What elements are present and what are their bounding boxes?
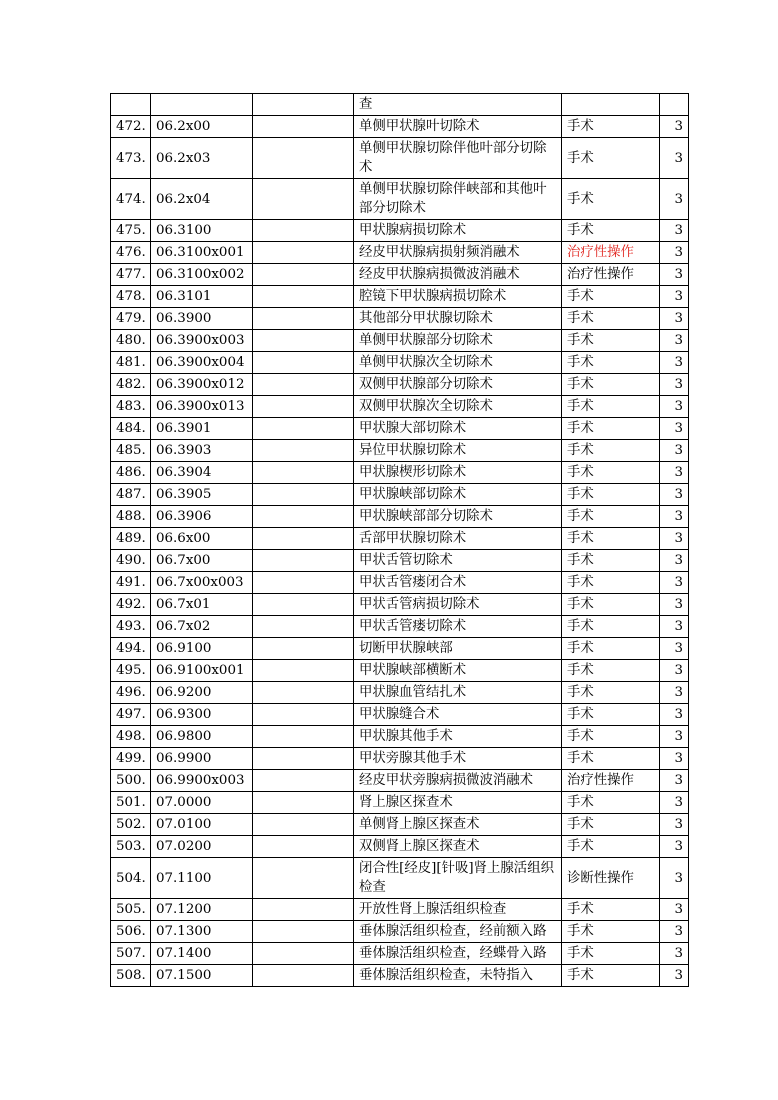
cell-grade: 3 xyxy=(660,704,689,726)
cell-grade: 3 xyxy=(660,418,689,440)
cell-code: 06.7x00 xyxy=(151,550,253,572)
cell-code: 06.3100x001 xyxy=(151,242,253,264)
cell-grade: 3 xyxy=(660,484,689,506)
cell-type: 手术 xyxy=(562,594,660,616)
cell-extra xyxy=(253,94,354,116)
cell-name: 垂体腺活组织检查，经前额入路 xyxy=(354,921,562,943)
cell-name: 单侧甲状腺切除伴他叶部分切除术 xyxy=(354,138,562,179)
table-row xyxy=(111,594,689,616)
cell-grade: 3 xyxy=(660,814,689,836)
cell-type: 手术 xyxy=(562,899,660,921)
cell-index: 480. xyxy=(111,330,151,352)
table-row xyxy=(111,726,689,748)
cell-extra xyxy=(253,462,354,484)
cell-code: 06.3100 xyxy=(151,220,253,242)
cell-code: 06.9300 xyxy=(151,704,253,726)
cell-extra xyxy=(253,506,354,528)
cell-name: 甲状腺血管结扎术 xyxy=(354,682,562,704)
cell-type: 手术 xyxy=(562,462,660,484)
cell-code: 06.9100 xyxy=(151,638,253,660)
cell-extra xyxy=(253,264,354,286)
cell-code: 06.7x00x003 xyxy=(151,572,253,594)
cell-type: 手术 xyxy=(562,330,660,352)
cell-index: 497. xyxy=(111,704,151,726)
cell-type: 手术 xyxy=(562,308,660,330)
cell-name: 闭合性[经皮][针吸]肾上腺活组织检查 xyxy=(354,858,562,899)
cell-type: 手术 xyxy=(562,138,660,179)
cell-type: 手术 xyxy=(562,396,660,418)
table-row-continuation xyxy=(111,94,689,116)
cell-grade: 3 xyxy=(660,396,689,418)
cell-code: 07.0100 xyxy=(151,814,253,836)
cell-type: 治疗性操作 xyxy=(562,242,660,264)
cell-type: 手术 xyxy=(562,220,660,242)
cell-type: 治疗性操作 xyxy=(562,770,660,792)
cell-extra xyxy=(253,638,354,660)
cell-grade: 3 xyxy=(660,374,689,396)
cell-index: 485. xyxy=(111,440,151,462)
cell-grade: 3 xyxy=(660,116,689,138)
procedure-table-body xyxy=(111,94,689,987)
cell-grade: 3 xyxy=(660,899,689,921)
cell-name: 其他部分甲状腺切除术 xyxy=(354,308,562,330)
cell-name: 肾上腺区探查术 xyxy=(354,792,562,814)
table-row xyxy=(111,220,689,242)
cell-type: 手术 xyxy=(562,616,660,638)
cell-index: 508. xyxy=(111,965,151,987)
table-row xyxy=(111,116,689,138)
cell-index: 489. xyxy=(111,528,151,550)
cell-grade: 3 xyxy=(660,242,689,264)
cell-extra xyxy=(253,396,354,418)
cell-index: 486. xyxy=(111,462,151,484)
cell-extra xyxy=(253,660,354,682)
cell-code: 06.3900x012 xyxy=(151,374,253,396)
cell-type: 诊断性操作 xyxy=(562,858,660,899)
cell-code: 06.3101 xyxy=(151,286,253,308)
table-row xyxy=(111,836,689,858)
cell-type: 手术 xyxy=(562,352,660,374)
cell-index: 479. xyxy=(111,308,151,330)
table-row xyxy=(111,770,689,792)
cell-grade: 3 xyxy=(660,792,689,814)
cell-extra xyxy=(253,179,354,220)
cell-name: 甲状舌管病损切除术 xyxy=(354,594,562,616)
table-row xyxy=(111,550,689,572)
cell-index: 472. xyxy=(111,116,151,138)
cell-name: 经皮甲状腺病损射频消融术 xyxy=(354,242,562,264)
cell-code: 06.3900 xyxy=(151,308,253,330)
cell-code: 06.2x03 xyxy=(151,138,253,179)
cell-code: 06.7x01 xyxy=(151,594,253,616)
cell-extra xyxy=(253,943,354,965)
cell-type: 手术 xyxy=(562,440,660,462)
cell-grade: 3 xyxy=(660,179,689,220)
cell-code: 06.3100x002 xyxy=(151,264,253,286)
table-row xyxy=(111,352,689,374)
table-row xyxy=(111,440,689,462)
cell-index: 493. xyxy=(111,616,151,638)
cell-code: 06.9800 xyxy=(151,726,253,748)
cell-code: 07.1300 xyxy=(151,921,253,943)
cell-index: 477. xyxy=(111,264,151,286)
cell-extra xyxy=(253,836,354,858)
cell-index: 500. xyxy=(111,770,151,792)
cell-code: 06.3901 xyxy=(151,418,253,440)
cell-name: 甲状腺病损切除术 xyxy=(354,220,562,242)
cell-code: 06.3905 xyxy=(151,484,253,506)
table-row xyxy=(111,396,689,418)
cell-type: 手术 xyxy=(562,814,660,836)
cell-code: 07.0000 xyxy=(151,792,253,814)
cell-code: 06.2x04 xyxy=(151,179,253,220)
cell-grade: 3 xyxy=(660,572,689,594)
cell-code: 06.2x00 xyxy=(151,116,253,138)
cell-index: 496. xyxy=(111,682,151,704)
cell-name: 单侧甲状腺切除伴峡部和其他叶部分切除术 xyxy=(354,179,562,220)
cell-type xyxy=(562,94,660,116)
cell-type: 治疗性操作 xyxy=(562,264,660,286)
cell-index: 505. xyxy=(111,899,151,921)
cell-extra xyxy=(253,748,354,770)
cell-grade: 3 xyxy=(660,748,689,770)
table-row xyxy=(111,572,689,594)
table-row xyxy=(111,264,689,286)
cell-type: 手术 xyxy=(562,418,660,440)
cell-index: 482. xyxy=(111,374,151,396)
cell-type: 手术 xyxy=(562,638,660,660)
cell-name: 经皮甲状腺病损微波消融术 xyxy=(354,264,562,286)
cell-type: 手术 xyxy=(562,682,660,704)
table-row xyxy=(111,418,689,440)
cell-grade: 3 xyxy=(660,638,689,660)
cell-grade: 3 xyxy=(660,286,689,308)
cell-extra xyxy=(253,242,354,264)
cell-extra xyxy=(253,921,354,943)
cell-index: 501. xyxy=(111,792,151,814)
cell-extra xyxy=(253,858,354,899)
cell-name: 甲状腺峡部切除术 xyxy=(354,484,562,506)
table-row xyxy=(111,528,689,550)
cell-index: 491. xyxy=(111,572,151,594)
cell-index: 481. xyxy=(111,352,151,374)
cell-type: 手术 xyxy=(562,704,660,726)
cell-index: 490. xyxy=(111,550,151,572)
cell-extra xyxy=(253,286,354,308)
cell-code: 06.3906 xyxy=(151,506,253,528)
cell-extra xyxy=(253,116,354,138)
cell-index: 495. xyxy=(111,660,151,682)
cell-grade xyxy=(660,94,689,116)
cell-grade: 3 xyxy=(660,594,689,616)
cell-type: 手术 xyxy=(562,943,660,965)
cell-type: 手术 xyxy=(562,179,660,220)
cell-name: 单侧甲状腺次全切除术 xyxy=(354,352,562,374)
cell-name: 甲状舌管切除术 xyxy=(354,550,562,572)
cell-grade: 3 xyxy=(660,965,689,987)
cell-name: 开放性肾上腺活组织检查 xyxy=(354,899,562,921)
cell-extra xyxy=(253,682,354,704)
cell-extra xyxy=(253,440,354,462)
cell-type: 手术 xyxy=(562,660,660,682)
table-row xyxy=(111,242,689,264)
cell-index: 507. xyxy=(111,943,151,965)
cell-grade: 3 xyxy=(660,330,689,352)
cell-grade: 3 xyxy=(660,858,689,899)
cell-extra xyxy=(253,550,354,572)
table-row xyxy=(111,330,689,352)
table-row xyxy=(111,308,689,330)
cell-code: 06.9900x003 xyxy=(151,770,253,792)
cell-grade: 3 xyxy=(660,943,689,965)
cell-code: 07.1500 xyxy=(151,965,253,987)
cell-extra xyxy=(253,374,354,396)
cell-type: 手术 xyxy=(562,528,660,550)
cell-name: 单侧甲状腺叶切除术 xyxy=(354,116,562,138)
cell-extra xyxy=(253,594,354,616)
cell-type: 手术 xyxy=(562,572,660,594)
cell-name: 甲状腺峡部部分切除术 xyxy=(354,506,562,528)
cell-extra xyxy=(253,352,354,374)
cell-extra xyxy=(253,616,354,638)
cell-index: 488. xyxy=(111,506,151,528)
cell-extra xyxy=(253,726,354,748)
cell-grade: 3 xyxy=(660,726,689,748)
cell-type: 手术 xyxy=(562,550,660,572)
cell-extra xyxy=(253,814,354,836)
cell-index: 506. xyxy=(111,921,151,943)
table-row xyxy=(111,286,689,308)
cell-extra xyxy=(253,138,354,179)
cell-code: 06.9900 xyxy=(151,748,253,770)
cell-grade: 3 xyxy=(660,462,689,484)
cell-extra xyxy=(253,899,354,921)
cell-index: 494. xyxy=(111,638,151,660)
cell-code: 06.3904 xyxy=(151,462,253,484)
table-row xyxy=(111,374,689,396)
cell-code: 07.1200 xyxy=(151,899,253,921)
cell-name: 经皮甲状旁腺病损微波消融术 xyxy=(354,770,562,792)
table-row xyxy=(111,616,689,638)
cell-extra xyxy=(253,792,354,814)
cell-grade: 3 xyxy=(660,660,689,682)
cell-code: 07.0200 xyxy=(151,836,253,858)
cell-grade: 3 xyxy=(660,308,689,330)
table-row xyxy=(111,682,689,704)
cell-name: 甲状旁腺其他手术 xyxy=(354,748,562,770)
table-row xyxy=(111,943,689,965)
cell-name: 单侧肾上腺区探查术 xyxy=(354,814,562,836)
table-row xyxy=(111,462,689,484)
cell-name: 查 xyxy=(354,94,562,116)
cell-index: 476. xyxy=(111,242,151,264)
table-row xyxy=(111,899,689,921)
table-row xyxy=(111,484,689,506)
cell-index xyxy=(111,94,151,116)
cell-code: 07.1400 xyxy=(151,943,253,965)
cell-extra xyxy=(253,704,354,726)
cell-name: 双侧甲状腺部分切除术 xyxy=(354,374,562,396)
cell-index: 484. xyxy=(111,418,151,440)
cell-name: 甲状腺其他手术 xyxy=(354,726,562,748)
cell-grade: 3 xyxy=(660,440,689,462)
cell-name: 双侧肾上腺区探查术 xyxy=(354,836,562,858)
procedure-table xyxy=(110,93,689,987)
cell-name: 甲状舌管瘘闭合术 xyxy=(354,572,562,594)
cell-code: 06.9200 xyxy=(151,682,253,704)
table-row xyxy=(111,638,689,660)
cell-extra xyxy=(253,770,354,792)
cell-extra xyxy=(253,484,354,506)
cell-name: 甲状舌管瘘切除术 xyxy=(354,616,562,638)
cell-grade: 3 xyxy=(660,528,689,550)
cell-grade: 3 xyxy=(660,220,689,242)
table-row xyxy=(111,814,689,836)
table-row xyxy=(111,858,689,899)
cell-extra xyxy=(253,572,354,594)
cell-index: 498. xyxy=(111,726,151,748)
cell-code: 06.3903 xyxy=(151,440,253,462)
cell-grade: 3 xyxy=(660,264,689,286)
cell-name: 双侧甲状腺次全切除术 xyxy=(354,396,562,418)
table-row xyxy=(111,704,689,726)
cell-index: 499. xyxy=(111,748,151,770)
cell-name: 甲状腺峡部横断术 xyxy=(354,660,562,682)
cell-type: 手术 xyxy=(562,792,660,814)
cell-grade: 3 xyxy=(660,550,689,572)
cell-extra xyxy=(253,308,354,330)
cell-index: 502. xyxy=(111,814,151,836)
cell-code xyxy=(151,94,253,116)
table-row xyxy=(111,506,689,528)
cell-name: 异位甲状腺切除术 xyxy=(354,440,562,462)
cell-index: 475. xyxy=(111,220,151,242)
cell-name: 单侧甲状腺部分切除术 xyxy=(354,330,562,352)
cell-code: 06.3900x003 xyxy=(151,330,253,352)
cell-name: 切断甲状腺峡部 xyxy=(354,638,562,660)
cell-index: 504. xyxy=(111,858,151,899)
cell-index: 492. xyxy=(111,594,151,616)
table-row xyxy=(111,179,689,220)
cell-grade: 3 xyxy=(660,506,689,528)
cell-code: 06.7x02 xyxy=(151,616,253,638)
cell-index: 473. xyxy=(111,138,151,179)
cell-type: 手术 xyxy=(562,726,660,748)
table-row xyxy=(111,965,689,987)
cell-name: 舌部甲状腺切除术 xyxy=(354,528,562,550)
cell-extra xyxy=(253,528,354,550)
cell-code: 07.1100 xyxy=(151,858,253,899)
cell-name: 垂体腺活组织检查，未特指入 xyxy=(354,965,562,987)
cell-extra xyxy=(253,220,354,242)
cell-grade: 3 xyxy=(660,770,689,792)
cell-index: 503. xyxy=(111,836,151,858)
cell-index: 474. xyxy=(111,179,151,220)
table-row xyxy=(111,792,689,814)
cell-grade: 3 xyxy=(660,682,689,704)
cell-grade: 3 xyxy=(660,616,689,638)
cell-name: 腔镜下甲状腺病损切除术 xyxy=(354,286,562,308)
cell-type: 手术 xyxy=(562,921,660,943)
cell-grade: 3 xyxy=(660,921,689,943)
table-row xyxy=(111,748,689,770)
cell-type: 手术 xyxy=(562,965,660,987)
cell-code: 06.9100x001 xyxy=(151,660,253,682)
cell-type: 手术 xyxy=(562,506,660,528)
cell-type: 手术 xyxy=(562,836,660,858)
cell-type: 手术 xyxy=(562,748,660,770)
cell-grade: 3 xyxy=(660,352,689,374)
cell-index: 478. xyxy=(111,286,151,308)
cell-grade: 3 xyxy=(660,836,689,858)
cell-name: 甲状腺缝合术 xyxy=(354,704,562,726)
cell-index: 483. xyxy=(111,396,151,418)
cell-index: 487. xyxy=(111,484,151,506)
table-row xyxy=(111,138,689,179)
cell-extra xyxy=(253,418,354,440)
cell-extra xyxy=(253,330,354,352)
cell-name: 垂体腺活组织检查，经蝶骨入路 xyxy=(354,943,562,965)
cell-code: 06.3900x013 xyxy=(151,396,253,418)
cell-name: 甲状腺大部切除术 xyxy=(354,418,562,440)
cell-type: 手术 xyxy=(562,374,660,396)
table-row xyxy=(111,660,689,682)
cell-type: 手术 xyxy=(562,286,660,308)
cell-extra xyxy=(253,965,354,987)
cell-grade: 3 xyxy=(660,138,689,179)
cell-type: 手术 xyxy=(562,484,660,506)
table-row xyxy=(111,921,689,943)
cell-code: 06.3900x004 xyxy=(151,352,253,374)
cell-type: 手术 xyxy=(562,116,660,138)
cell-name: 甲状腺楔形切除术 xyxy=(354,462,562,484)
cell-code: 06.6x00 xyxy=(151,528,253,550)
